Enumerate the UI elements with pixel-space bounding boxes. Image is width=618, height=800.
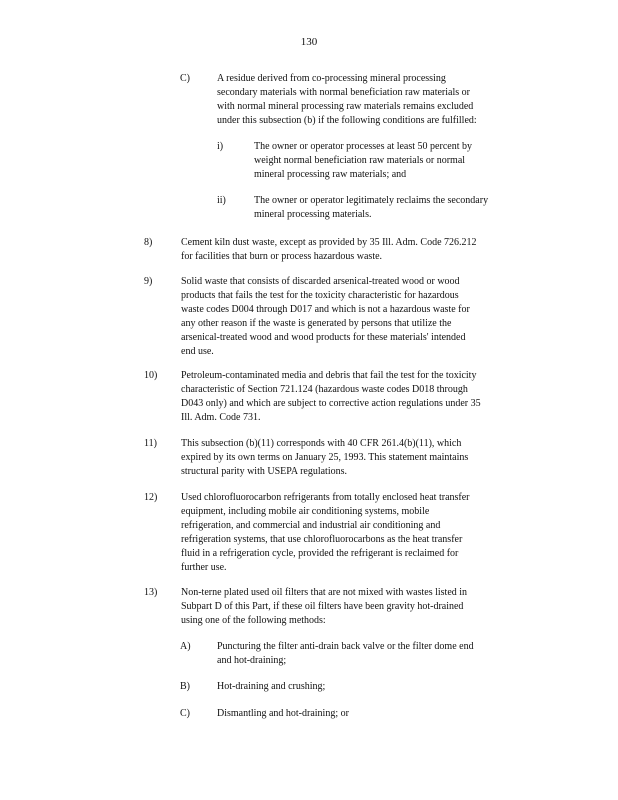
text-line: products that fails the test for the toxicity characteristic for hazardous xyxy=(181,290,459,301)
text-line: under this subsection (b) if the following conditions are fulfilled: xyxy=(217,115,477,126)
item-marker: 9) xyxy=(144,276,153,287)
item-text xyxy=(254,140,517,182)
item-text xyxy=(217,640,526,668)
text-line: structural parity with USEPA regulations. xyxy=(181,466,348,477)
item-text xyxy=(181,491,522,575)
item-marker: 10) xyxy=(144,370,158,381)
item-text xyxy=(181,275,525,359)
text-line: A residue derived from co-processing mineral processing xyxy=(217,73,446,84)
item-marker: 11) xyxy=(144,438,157,449)
item-text xyxy=(181,369,542,425)
text-line: arsenical-treated wood and wood products for these materials' intended xyxy=(181,332,466,343)
text-line: Cement kiln dust waste, except as provided by 35 Ill. Adm. Code 726.212 xyxy=(181,237,477,248)
text-line: using one of the following methods: xyxy=(181,615,326,626)
item-text xyxy=(217,707,526,721)
text-line: mineral processing raw materials; and xyxy=(254,169,407,180)
item-text xyxy=(217,72,525,128)
text-line: Puncturing the filter anti-drain back valve or the filter dome end xyxy=(217,641,474,652)
text-line: equipment, including mobile air conditioning systems, mobile xyxy=(181,506,430,517)
text-line: D043 only) and which are subject to corrective action regulations under 35 xyxy=(181,398,481,409)
text-line: Solid waste that consists of discarded arsenical-treated wood or wood xyxy=(181,276,460,287)
item-marker: 12) xyxy=(144,492,158,503)
item-marker: C) xyxy=(180,708,190,719)
text-line: any other reason if the waste is generated by persons that utilize the xyxy=(181,318,452,329)
text-line: Petroleum-contaminated media and debris that fail the test for the toxicity xyxy=(181,370,477,381)
item-marker: C) xyxy=(180,73,190,84)
text-line: Hot-draining and crushing; xyxy=(217,681,326,692)
text-line: Subpart D of this Part, if these oil filters have been gravity hot-drained xyxy=(181,601,464,612)
text-line: The owner or operator legitimately reclaims the secondary xyxy=(254,195,489,206)
text-line: refrigeration systems, that use chlorofluorocarbons as the heat transfer xyxy=(181,534,463,545)
item-marker: 13) xyxy=(144,587,158,598)
text-line: further use. xyxy=(181,562,227,573)
text-line: fluid in a refrigeration cycle, provided the refrigerant is reclaimed for xyxy=(181,548,459,559)
text-line: and hot-draining; xyxy=(217,655,287,666)
text-line: secondary materials with normal beneficiation raw materials or xyxy=(217,87,470,98)
item-marker: B) xyxy=(180,681,190,692)
text-line: weight normal beneficiation raw materials or normal xyxy=(254,155,466,166)
text-line: for facilities that burn or process hazardous waste. xyxy=(181,251,383,262)
text-line: with normal mineral processing raw materials remains excluded xyxy=(217,101,474,112)
item-text xyxy=(254,194,527,222)
text-line: This subsection (b)(11) corresponds with 40 CFR 261.4(b)(11), which xyxy=(181,438,462,449)
item-marker: A) xyxy=(180,641,191,652)
item-marker: 8) xyxy=(144,237,153,248)
text-line: characteristic of Section 721.124 (hazardous waste codes D018 through xyxy=(181,384,468,395)
item-text xyxy=(217,680,526,694)
page-number: 130 xyxy=(300,36,318,48)
text-line: end use. xyxy=(181,346,214,357)
text-line: Dismantling and hot-draining; or xyxy=(217,708,349,719)
item-text xyxy=(181,236,539,264)
text-line: expired by its own terms on January 25, 1993. This statement maintains xyxy=(181,452,469,463)
item-marker: i) xyxy=(217,141,224,152)
item-text xyxy=(181,437,519,479)
text-line: Used chlorofluorocarbon refrigerants from totally enclosed heat transfer xyxy=(181,492,470,503)
item-marker: ii) xyxy=(217,195,226,206)
text-line: mineral processing materials. xyxy=(254,209,372,220)
text-line: Non-terne plated used oil filters that are not mixed with wastes listed in xyxy=(181,587,468,598)
text-line: refrigeration, and commercial and industrial air conditioning and xyxy=(181,520,441,531)
text-line: waste codes D004 through D017 and which is not a hazardous waste for xyxy=(181,304,470,315)
text-line: The owner or operator processes at least 50 percent by xyxy=(254,141,472,152)
item-text xyxy=(181,586,528,628)
text-line: Ill. Adm. Code 731. xyxy=(181,412,261,423)
